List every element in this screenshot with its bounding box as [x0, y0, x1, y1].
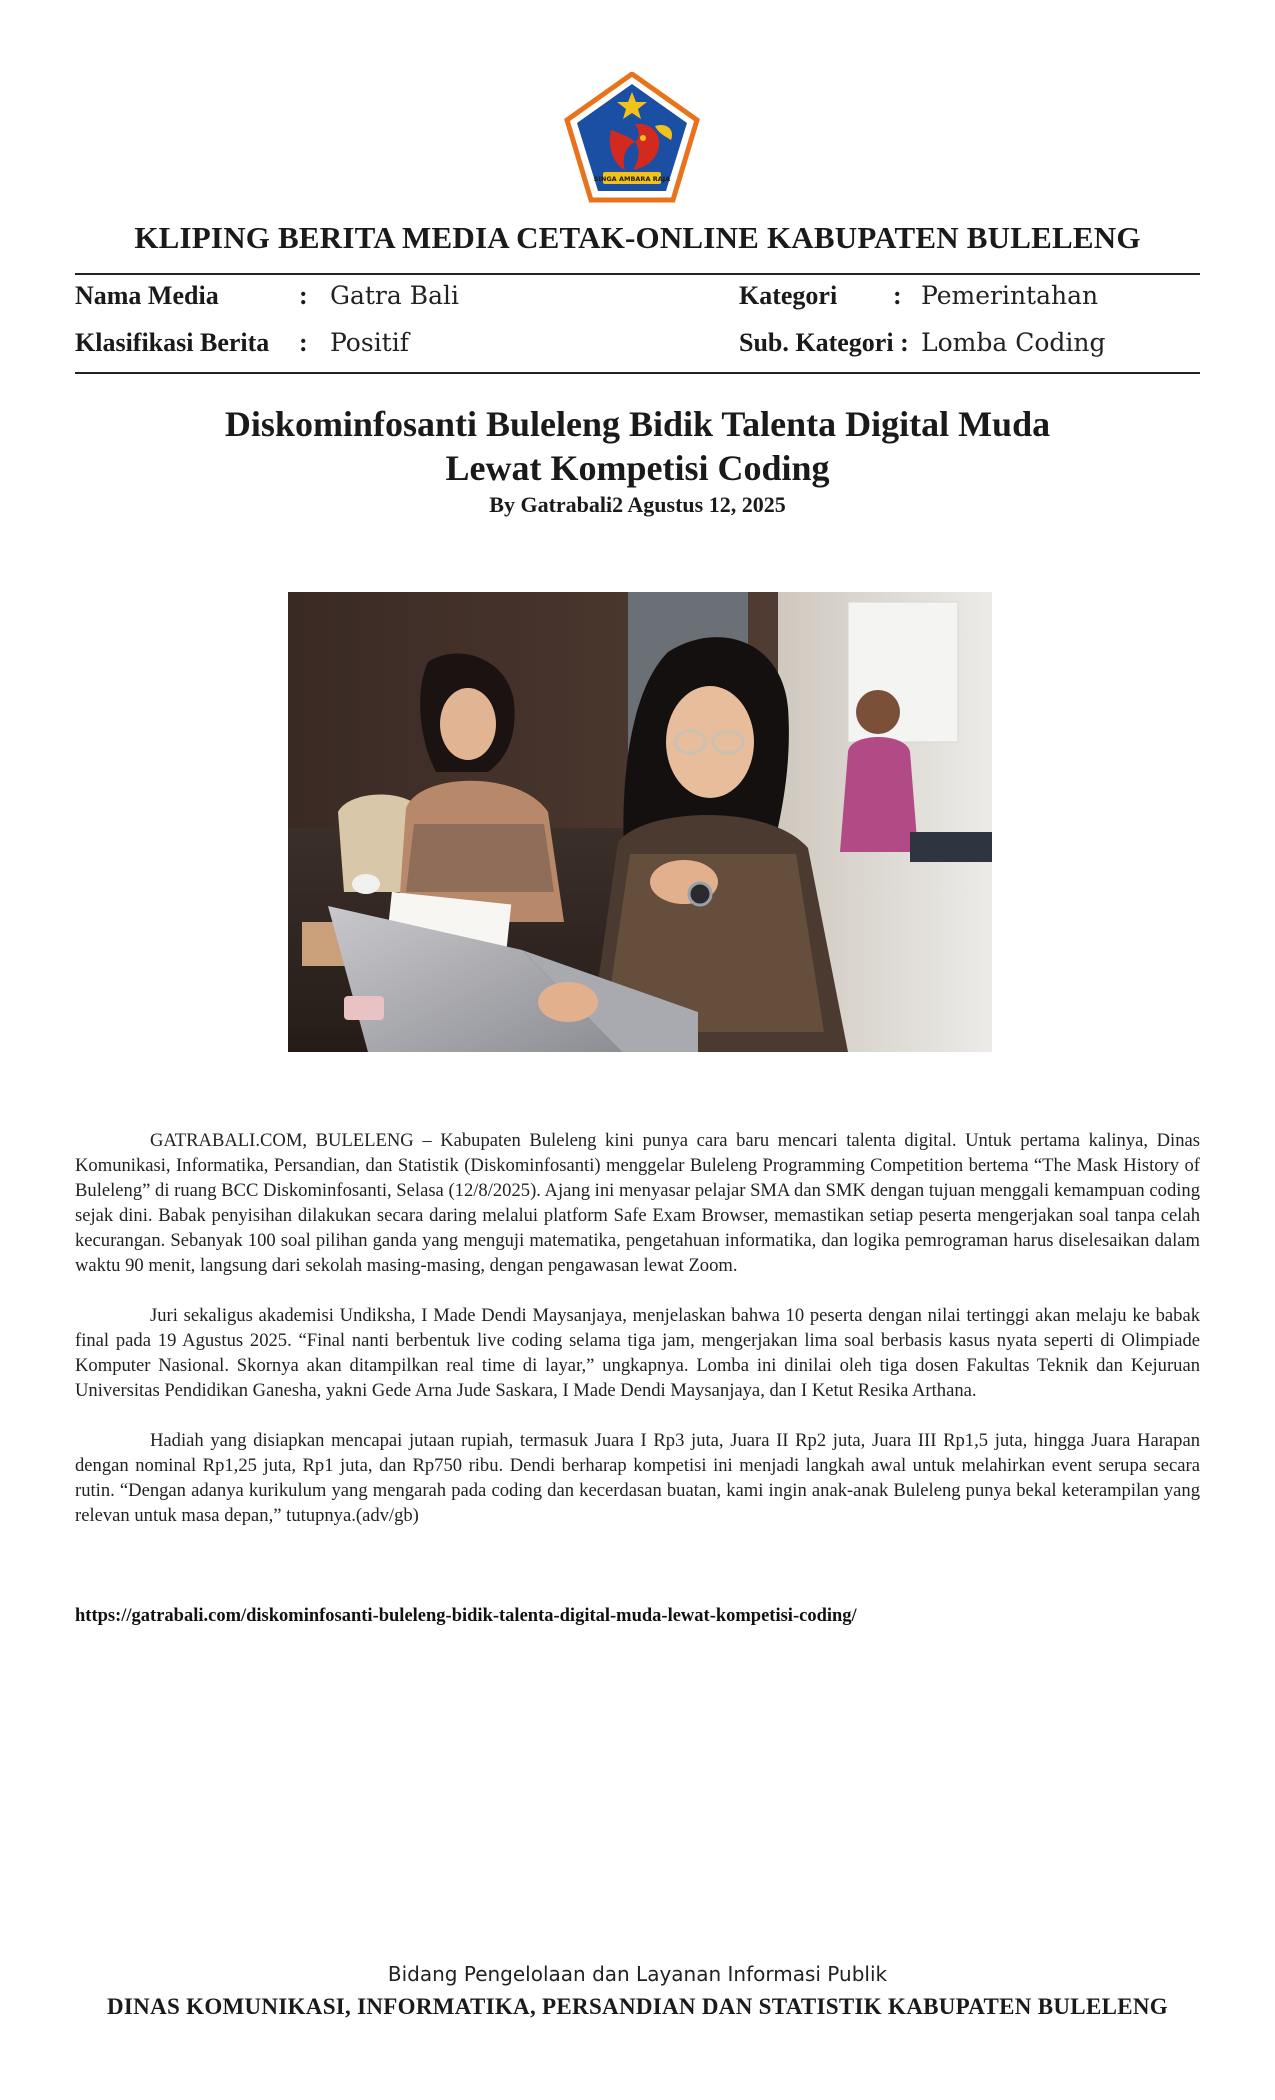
meta-row-classification [75, 328, 1200, 368]
kategori-label: Kategori [739, 281, 838, 310]
article-paragraph: Juri sekaligus akademisi Undiksha, I Made Dendi Maysanjaya, menjelaskan bahwa 10 peserta dengan nilai tertinggi akan melaju ke babak final pada 19 Agustus 2025. “Final nanti berbentuk live coding selama tiga jam, mengerjakan lima soal berbasis kasus nyata seperti di Olimpiade Komputer Nasional. Skornya akan ditampilkan real time di layar,” ungkapnya. Lomba ini dinilai oleh tiga dosen Fakultas Teknik dan Kejuruan Universitas Pendidikan Ganesha, yakni Gede Arna Jude Saskara, I Made Dendi Maysanjaya, dan I Ketut Resika Arthana. [75, 1305, 1200, 1401]
nama-media-colon: : [299, 281, 308, 310]
source-link[interactable]: https://gatrabali.com/diskominfosanti-buleleng-bidik-talenta-digital-muda-lewat-kompetisi-coding/ [75, 1606, 857, 1626]
meta-row-media [75, 281, 1200, 321]
footer-unit: Bidang Pengelolaan dan Layanan Informasi Publik [387, 1962, 888, 1986]
sub-kategori-value: Lomba Coding [921, 328, 1106, 357]
klasifikasi-colon: : [299, 328, 308, 357]
article-photo [288, 592, 992, 1052]
article-title [160, 402, 1115, 490]
meta-divider [75, 372, 1200, 374]
document-header-title: KLIPING BERITA MEDIA CETAK-ONLINE KABUPATEN BULELENG [134, 220, 1141, 255]
article-byline: By Gatrabali2 Agustus 12, 2025 [489, 492, 786, 517]
klasifikasi-label: Klasifikasi Berita [75, 328, 270, 357]
nama-media-label: Nama Media [75, 281, 219, 310]
article-body [75, 1128, 1200, 1553]
kategori-colon: : [893, 281, 902, 310]
nama-media-value: Gatra Bali [330, 281, 459, 310]
sub-kategori-label: Sub. Kategori : [739, 328, 909, 357]
article-paragraph: Hadiah yang disiapkan mencapai jutaan rupiah, termasuk Juara I Rp3 juta, Juara II Rp2 juta, Juara III Rp1,5 juta, hingga Juara Harapan dengan nominal Rp1,25 juta, Rp1 juta, dan Rp750 ribu. Dendi berharap kompetisi ini menjadi langkah awal untuk melahirkan event serupa secara rutin. “Dengan adanya kurikulum yang mengarah pada coding dan kecerdasan buatan, kami ingin anak-anak Buleleng punya bekal keterampilan yang relevan untuk masa depan,” tutupnya.(adv/gb) [75, 1430, 1200, 1526]
kategori-value: Pemerintahan [921, 281, 1099, 310]
footer-office: DINAS KOMUNIKASI, INFORMATIKA, PERSANDIAN DAN STATISTIK KABUPATEN BULELENG [107, 1994, 1168, 2019]
header-divider [75, 273, 1200, 275]
article-paragraph: GATRABALI.COM, BULELENG – Kabupaten Buleleng kini punya cara baru mencari talenta digital. Untuk pertama kalinya, Dinas Komunikasi, Informatika, Persandian, dan Statistik (Diskominfosanti) menggelar Buleleng Programming Competition bertema “The Mask History of Buleleng” di ruang BCC Diskominfosanti, Selasa (12/8/2025). Ajang ini menyasar pelajar SMA dan SMK dengan tujuan menggali kemampuan coding sejak dini. Babak penyisihan dilakukan secara daring melalui platform Safe Exam Browser, memastikan setiap peserta mengerjakan soal tanpa celah kecurangan. Sebanyak 100 soal pilihan ganda yang menguji matematika, pengetahuan informatika, dan logika pemrograman harus diselesaikan dalam waktu 90 menit, langsung dari sekolah masing-masing, dengan pengawasan lewat Zoom. [75, 1130, 1200, 1276]
article-title-line1: Diskominfosanti Buleleng Bidik Talenta Digital Muda [224, 404, 1051, 444]
regency-logo [563, 72, 701, 204]
svg-text:SINGA AMBARA RAJA: SINGA AMBARA RAJA [593, 175, 671, 183]
klasifikasi-value: Positif [330, 328, 409, 357]
article-title-line2: Lewat Kompetisi Coding [445, 448, 830, 488]
